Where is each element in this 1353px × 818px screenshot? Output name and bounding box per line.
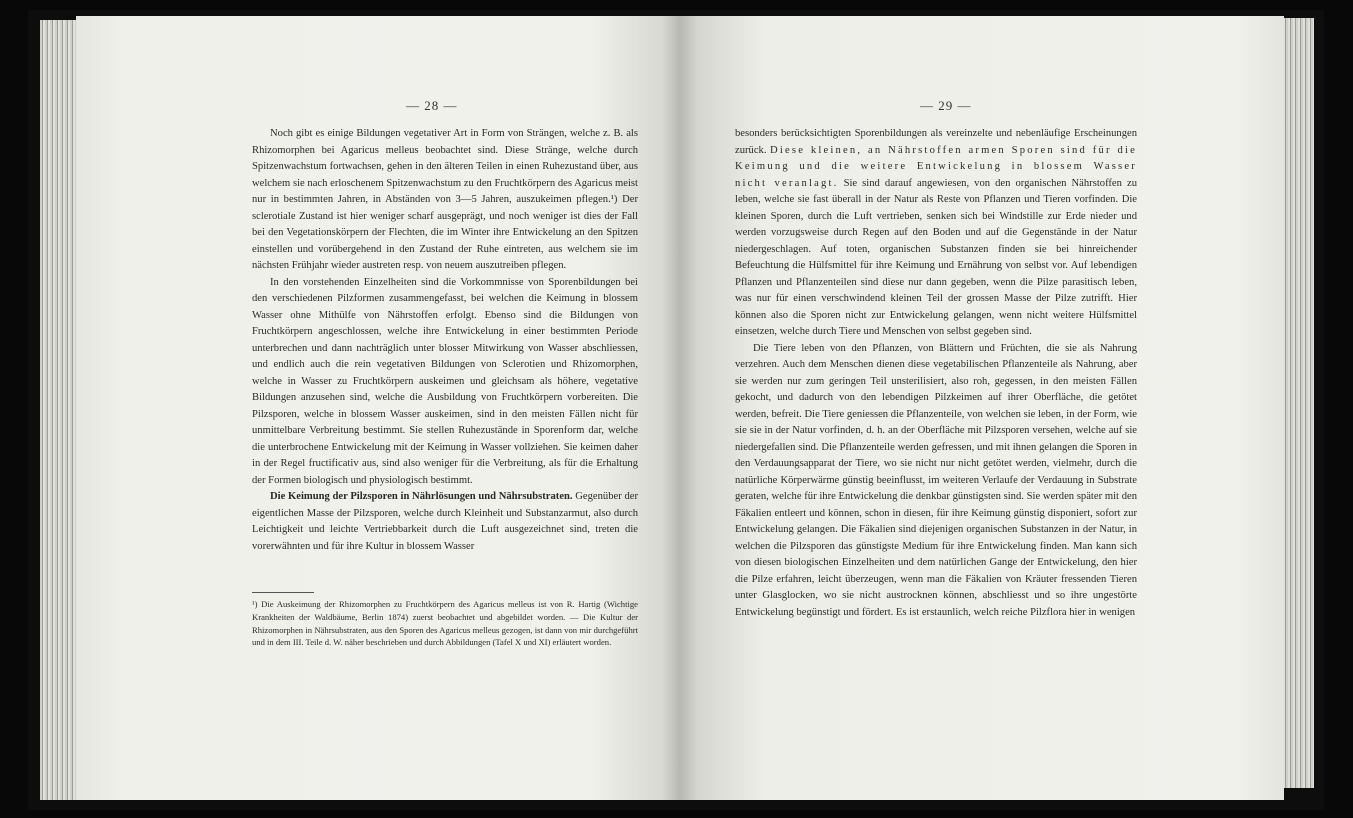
paragraph-end: Sie sind darauf angewiesen, von den organischen Nährstoffen zu leben, welche sie fast überall in der Natur als Reste von Pflanzen und Tieren vorfinden. Die kleinen Sporen, durch die Luft vertrieben, senken sich bei Windstille zur Erde nieder und werden vorzugsweise durch Regen auf den Boden und auf die Gegenstände in der Natur niedergeschlagen. Auf toten, organischen Substanzen finden sie bei hinreichender Befeuchtung die Hülfsmittel für ihre Keimung und Ernährung von selbst vor. Auf lebendigen Pflanzen und Pflanzenteilen sind diese nur dann gegeben, wenn die Pilze parasitisch leben, was nur für einen verschwindend kleinen Teil der grossen Masse der Pilze zutrifft. Hier können also die Sporen nicht zur Entwickelung gelangen, wenn nicht weitere Hülfsmittel einsetzen, welche durch Tiere und Menschen von selbst gegeben sind. xyxy=(735,177,1138,337)
left-page xyxy=(76,16,680,800)
footnote-divider xyxy=(252,592,314,593)
paragraph-3 xyxy=(252,489,638,555)
paragraph-tiere: Die Tiere leben von den Pflanzen, von Blättern und Früchten, die sie als Nahrung verzehren. Auch dem Menschen dienen diese vegetabilischen Pflanzenteile als Nahrung, aber sie werden nur zum geringen Teil unsterilisiert, also roh, gegessen, in den meisten Fällen gekocht, und dadurch von den lebendigen Pilzkeimen auf ihrer Oberfläche, die getötet werden, befreit. Die Tiere geniessen die Pflanzenteile, von welchen sie leben, in der Form, wie sie sie in der Natur vorfinden, d. h. an der Oberfläche mit Pilzsporen versehen, welche auf sie niedergefallen sind. Die Pflanzenteile werden gefressen, und mit ihnen gelangen die Sporen in den Verdauungsapparat der Tiere, wo sie nicht nur nicht getötet werden, vielmehr, durch die natürliche Körperwärme günstig beeinflusst, im weiteren Verlaufe der Verdauung in Substrate geraten, welche für ihre Entwickelung die denkbar günstigsten sind. Sie werden später mit den Fäkalien entleert und können, schon in diesen, für ihre Keimung günstig disponiert, sofort zur Entwickelung gelangen. Die Fäkalien sind diejenigen organischen Substanzen in der Natur, in welchen die Pilzsporen das günstigste Medium für ihre Entwickelung finden. Man kann sich von diesen biologischen Einzelheiten und dem natürlichen Gange der Entwickelung, den hier die Pilze erfahren, leicht überzeugen, wenn man die Fäkalien von Kräuter fressenden Tieren unter Glasglocken, wo sie nicht austrocknen können, abschliesst und so ihre ungestörte Entwickelung begünstigt und fördert. Es ist erstaunlich, welch reiche Pilzflora hier in wenigen xyxy=(735,342,1137,618)
paragraph-start: besonders berücksichtigten Sporenbildungen als vereinzelte und nebenläufige Erscheinungen zurück. xyxy=(735,128,1137,156)
page-number-right: — 29 — xyxy=(920,98,972,113)
footnote: ¹) Die Auskeimung der Rhizomorphen zu Fruchtkörpern des Agaricus melleus ist von R. Hartig (Wichtige Krankheiten der Waldbäume, Berlin 1874) zuerst beobachtet und abgebildet worden. — Die Kultur der Rhizomorphen in Nährsubstraten, aus den Sporen des Agaricus melleus gezogen, ist dann von mir durchgeführt und in dem III. Teile d. W. näher beschrieben und durch Abbildungen (Tafel X und XI) erläutert worden. xyxy=(252,599,638,648)
right-page xyxy=(680,16,1284,800)
left-page-body xyxy=(252,126,638,555)
right-page-body xyxy=(735,126,1137,621)
paragraph-continued xyxy=(735,126,1137,341)
spaced-emphasis: Diese kleinen, an Nährstoffen armen Sporen sind für die Keimung und die weitere Entwickelung in blossem Wasser nicht veranlagt. xyxy=(735,144,1137,189)
section-heading: Die Keimung der Pilzsporen in Nährlösungen und Nährsubstraten. xyxy=(270,491,573,502)
section-heading-text: Gegenüber der eigentlichen Masse der Pilzsporen, welche durch Kleinheit und Substanzarmut, also durch Leichtigkeit und leichte Vertriebbarkeit durch die Luft ausgezeichnet sind, treten die vorerwähnten und für ihre Kultur in blossem Wasser xyxy=(252,491,638,552)
page-number-left: — 28 — xyxy=(406,98,458,113)
paragraph-2: In den vorstehenden Einzelheiten sind die Vorkommnisse von Sporenbildungen bei den verschiedenen Pilzformen zusammengefasst, bei welchen die Keimung in blossem Wasser ohne Mithülfe von Nährstoffen erfolgt. Ebenso sind die Bildungen von Fruchtkörpern angeschlossen, welche ihre Entwickelung in einer bestimmten Periode unterbrechen und dann nachträglich unter blosser Mitwirkung von Wasser abschliessen, und endlich auch die rein vegetativen Bildungen von Sclerotien und Rhizomorphen, welche in Wasser zu Fruchtkörpern auskeimen und gleichsam als höhere, vegetative Bildungen anzusehen sind, welche die Ausbildung von Fruchtkörpern vorbereiten. Die Pilzsporen, welche in blossem Wasser auskeimen, sind in den meisten Fällen nicht für unmittelbare Verbreitung bestimmt. Sie stellen Ruhezustände in Sporenform dar, welche die unterbrochene Entwickelung mit der Keimung in Wasser vollziehen. Sie keimen daher in der Regel fructificativ aus, sind also weniger für die Verbreitung, als für die Erhaltung der Formen biologisch und physiologisch bestimmt. xyxy=(252,276,638,486)
paragraph-1: Noch gibt es einige Bildungen vegetativer Art in Form von Strängen, welche z. B. als Rhizomorphen bei Agaricus melleus beobachtet sind. Diese Stränge, welche durch Spitzenwachstum fortwachsen, gehen in den älteren Teilen in einen Ruhezustand über, aus welchem sie nach erloschenem Spitzenwachstum zu den Fruchtkörpern des Agaricus meist nur in bestimmten Jahren, in Abständen von 3—5 Jahren, auszukeimen pflegen.¹) Der sclerotiale Zustand ist hier weniger scharf ausgeprägt, und noch weniger ist dies der Fall bei den Vegetationskörpern der Flechten, die im Winter ihre Entwickelung an den Spitzen einstellen und vorübergehend in den Zustand der Ruhe eintreten, aus welchem sie im nächsten Frühjahr wieder austreten resp. von neuem auszutreiben pflegen. xyxy=(252,128,638,271)
